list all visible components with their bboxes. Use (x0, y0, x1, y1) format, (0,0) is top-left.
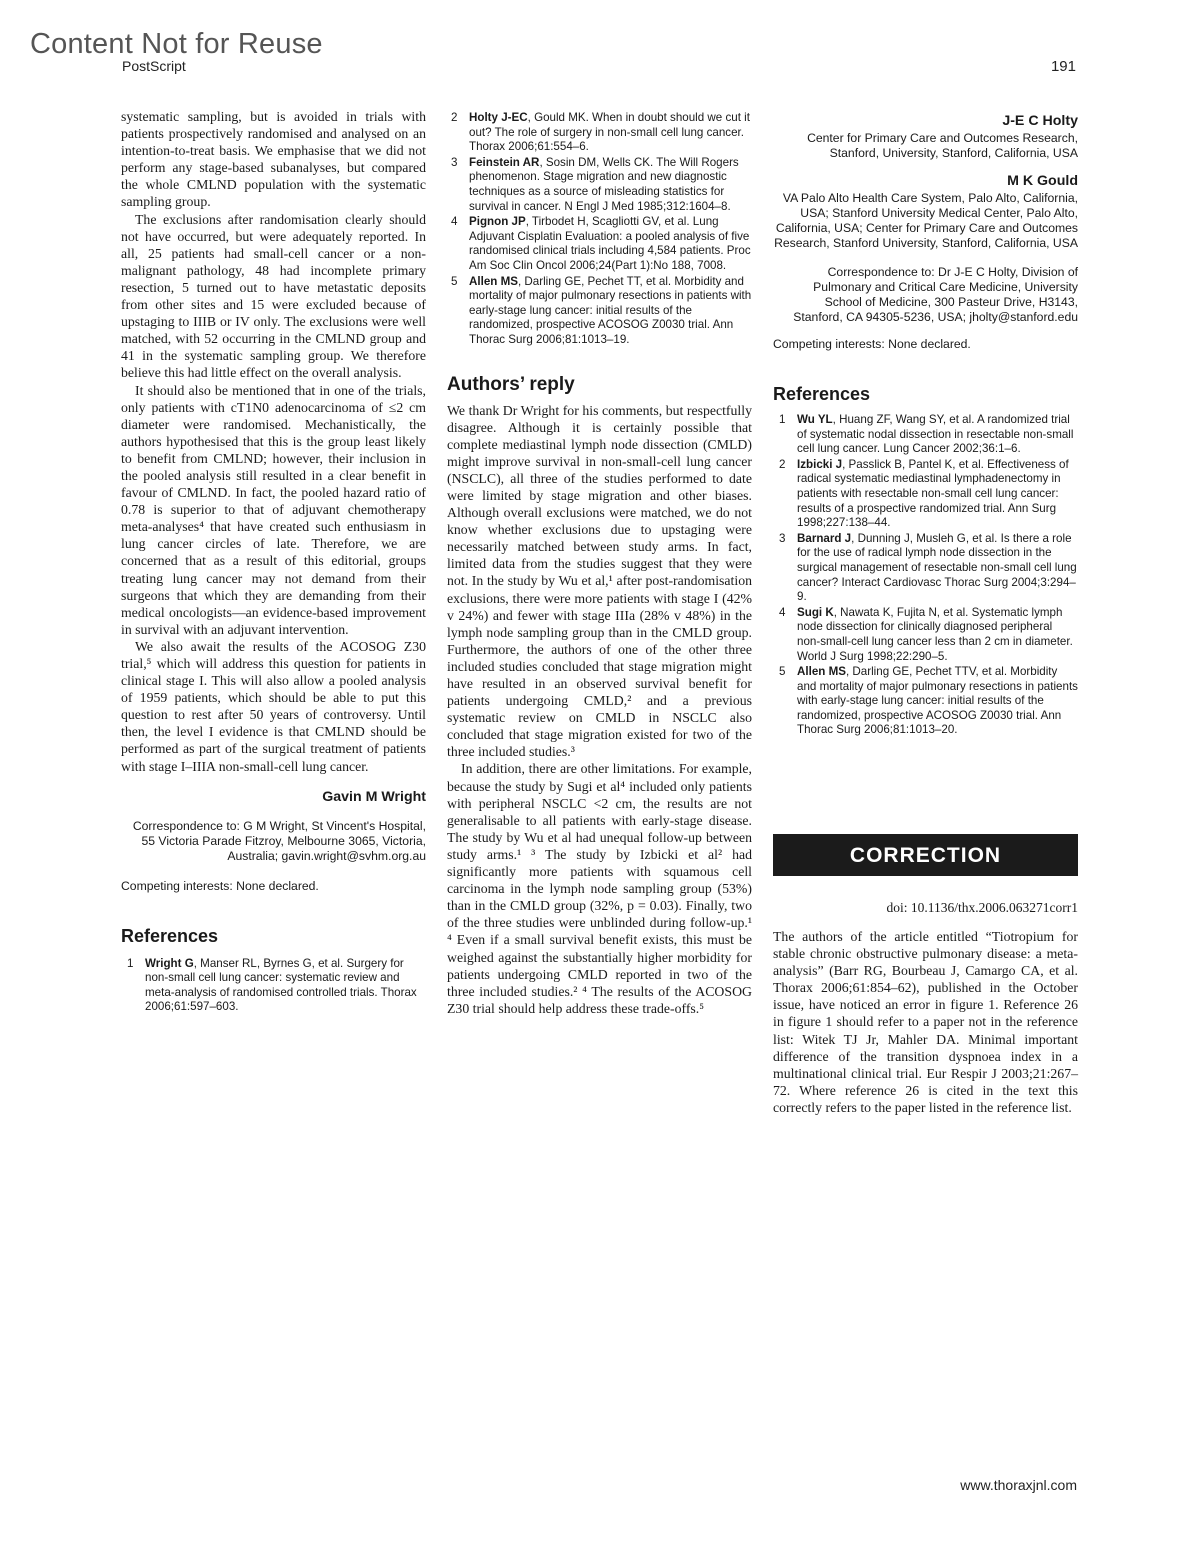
correction-section (773, 834, 1078, 1116)
reference-list (121, 957, 426, 1015)
reference-item: 5 Allen MS, Darling GE, Pechet TT, et al. Morbidity and mortality of major pulmonary resections in patients with early-stage lung cancer: initial results of the randomized, prospective ACOSOG Z0030 trial. Ann Thorac Surg 2006;81:1013–19. (451, 274, 752, 346)
reference-item: 3 Barnard J, Dunning J, Musleh G, et al. Is there a role for the use of radical lymph node dissection in the surgical management of resectable non-small cell lung cancer? Interact Cardiovasc Thorac Surg 2004;3:294–9. (779, 531, 1077, 604)
letter-body (121, 108, 426, 775)
paragraph: In addition, there are other limitations. For example, because the study by Sugi et al⁴ included only patients with peripheral NSCLC <2 cm, the results are not generalisable to all patients with early-stage disease. The study by Wu et al had unequal follow-up between study arms.¹ ³ The study by Izbicki et al² had significantly more patients with squamous cell carcinoma in the lymph node sampling group (53%) than in the CMLD group (32%, p = 0.03). Finally, two of the three studies were unblinded during follow-up.¹ ⁴ Even if a small survival benefit exists, this must be weighed against the substantially higher morbidity for patients undergoing CMLD reported in two of the three included studies.² ⁴ The results of the ACOSOG Z30 trial should help address these trade-offs.⁵ (447, 761, 752, 1016)
reference-item: 1 Wright G, Manser RL, Byrnes G, et al. Surgery for non-small cell lung cancer: systematic review and meta-analysis of randomised controlled trials. Thorax 2006;61:597–603. (127, 956, 417, 1014)
reference-item: 5 Allen MS, Darling GE, Pechet TTV, et al. Morbidity and mortality of major pulmonary resections in patients with early-stage lung cancer: initial results of the randomized, prospective ACOSOG Z0030 trial. Ann Thorac Surg 2006;81:1013–20. (779, 665, 1078, 737)
reference-list-continued (445, 111, 752, 348)
reply-body (447, 402, 752, 1017)
author-name: M K Gould (1007, 173, 1078, 189)
column-3 (773, 113, 1078, 739)
reference-item: 4 Pignon JP, Tirbodet H, Scagliotti GV, et al. Lung Adjuvant Cisplatin Evaluation: a pooled analysis of five randomised clinical trials including 4,584 patients. Proc Am Soc Clin Oncol 2006;24(Part 1):No 188, 7008. (451, 215, 751, 272)
paragraph: We thank Dr Wright for his comments, but respectfully disagree. Although it is certainly possible that complete mediastinal lymph node dissection (CMLD) might improve survival in non-small-cell lung cancer (NSCLC), all three of the studies performed to date were limited by stage migration and other biases. Although overall exclusions were matched, we do not know whether exclusions due to upstaging were necessarily matched between study arms. In fact, limited data from the studies suggest that they were not. In the study by Wu et al,¹ after post-randomisation exclusions, there were more patients with stage I (42% v 24%) and fewer with stage IIIa (28% v 48%) in the lymph node sampling group than in the CMLD group. Furthermore, the authors of one of the other three included studies concluded that stage migration might have resulted in an observed survival benefit for patients undergoing CMLD,² and a previous systematic review on CMLD in NSCLC also concluded that stage migration existed for two of the three included studies.³ (447, 402, 752, 760)
paragraph: We also await the results of the ACOSOG Z30 trial,⁵ which will address this question for patients in clinical stage I. This will also allow a pooled analysis of 1959 patients, which should be able to put this question to rest after 50 years of controversy. Until then, the level I evidence is that CMLND should be performed as part of the surgical treatment of patients with stage I–IIIA non-small-cell lung cancer. (121, 638, 426, 774)
correction-body (773, 928, 1078, 1116)
references-heading: References (773, 384, 871, 404)
paragraph: The authors of the article entitled “Tiotropium for stable chronic obstructive pulmonary disease: a meta-analysis” (Barr RG, Bourbeau J, Camargo CA, et al. Thorax 2006;61:854–62), published in the October issue, have noticed an error in figure 1. Reference 26 in figure 1 should refer to a paper not in the reference list: Witek TJ Jr, Mahler DA. Minimal important difference of the transition dyspnoea index in a multinational clinical trial. Eur Respir J 2003;21:267–72. Where reference 26 is cited in the text this correctly refers to the paper listed in the reference list. (773, 929, 1078, 1115)
reference-item: 2 Holty J-EC, Gould MK. When in doubt should we cut it out? The role of surgery in non-small cell lung cancer. Thorax 2006;61:554–6. (451, 111, 750, 154)
correspondence: Correspondence to: Dr J-E C Holty, Division of Pulmonary and Critical Care Medicine, University School of Medicine, 300 Pasteur Drive, H3143, Stanford, CA 94305-5236, USA; jholty@stanford.edu (793, 265, 1078, 324)
reference-item: 4 Sugi K, Nawata K, Fujita N, et al. Systematic lymph node dissection for clinically diagnosed peripheral non-small-cell lung cancer less than 2 cm in diameter. World J Surg 1998;22:290–5. (779, 605, 1073, 663)
column-2 (447, 111, 752, 1017)
doi: doi: 10.1136/thx.2006.063271corr1 (886, 900, 1078, 915)
running-head-section: PostScript (122, 58, 186, 74)
paragraph: It should also be mentioned that in one of the trials, only patients with cT1N0 adenocarcinoma of ≤2 cm diameter were randomised. Mechanistically, the authors hypothesised that this is the group least likely to benefit from CMLND; however, their inclusion in the pooled analysis still resulted in a clear benefit in favour of CMLND. In fact, the pooled hazard ratio of 0.78 is superior to that of adjuvant chemotherapy meta-analyses⁴ that have created such enthusiasm in lung cancer circles of late. Therefore, we are concerned that as a result of this editorial, groups treating lung cancer may not demand from their surgeons that which they are demanding from their medical oncologists—an evidence-based improvement in survival with an adjuvant intervention. (121, 382, 426, 637)
references-heading: References (121, 925, 219, 946)
paragraph: systematic sampling, but is avoided in trials with patients prospectively randomised and analysed on an intention-to-treat basis. We emphasise that we did not perform any stage-based subanalyses, but compared the whole CMLND population with the systematic sampling group. (121, 109, 426, 210)
authors-reply-heading: Authors’ reply (447, 373, 575, 395)
correction-banner: CORRECTION (773, 834, 1078, 876)
competing-interests: Competing interests: None declared. (121, 878, 319, 893)
reference-item: 1 Wu YL, Huang ZF, Wang SY, et al. A randomized trial of systematic nodal dissection in resectable non-small cell lung cancer. Lung Cancer 2002;36:1–6. (779, 413, 1074, 456)
reference-item: 2 Izbicki J, Passlick B, Pantel K, et al. Effectiveness of radical systematic mediastinal lymphadenectomy in patients with resectable non-small cell lung cancer: results of a prospective randomized trial. Ann Surg 1998;227:138–44. (779, 457, 1069, 530)
competing-interests: Competing interests: None declared. (773, 337, 971, 351)
correspondence: Correspondence to: G M Wright, St Vincent's Hospital, 55 Victoria Parade Fitzroy, Melbourne 3065, Victoria, Australia; gavin.wright@svhm.org.au (132, 818, 426, 863)
watermark: Content Not for Reuse (30, 28, 323, 60)
journal-url: www.thoraxjnl.com (960, 1477, 1077, 1493)
reference-item: 3 Feinstein AR, Sosin DM, Wells CK. The Will Rogers phenomenon. Stage migration and new diagnostic techniques as a source of misleading statistics for survival in cancer. N Engl J Med 1985;312:1604–8. (451, 155, 739, 213)
author-affiliation: VA Palo Alto Health Care System, Palo Alto, California, USA; Stanford University Medical Center, Palo Alto, California, USA; Center for Primary Care and Outcomes Research, Stanford University, Stanford, California, USA (774, 191, 1078, 250)
paragraph: The exclusions after randomisation clearly should not have occurred, but were adequately reported. In all, 25 patients had small-cell cancer or a non-malignant pathology, 48 had incomplete primary resection, 5 turned out to have metastatic deposits from other sites and 15 were excluded because of upstaging to IIIB or IV only. The exclusions were well matched, with 52 occurring in the CMLND group and 41 in the systematic sampling group. We therefore believe this had little effect on the overall analysis. (121, 211, 426, 381)
reference-list (773, 413, 1078, 738)
letter-signature: Gavin M Wright (322, 788, 426, 805)
author-affiliation: Center for Primary Care and Outcomes Research, Stanford, University, Stanford, California, USA (807, 131, 1078, 160)
author-name: J-E C Holty (1002, 113, 1078, 129)
column-1 (121, 108, 426, 1016)
page-number: 191 (1050, 58, 1076, 75)
